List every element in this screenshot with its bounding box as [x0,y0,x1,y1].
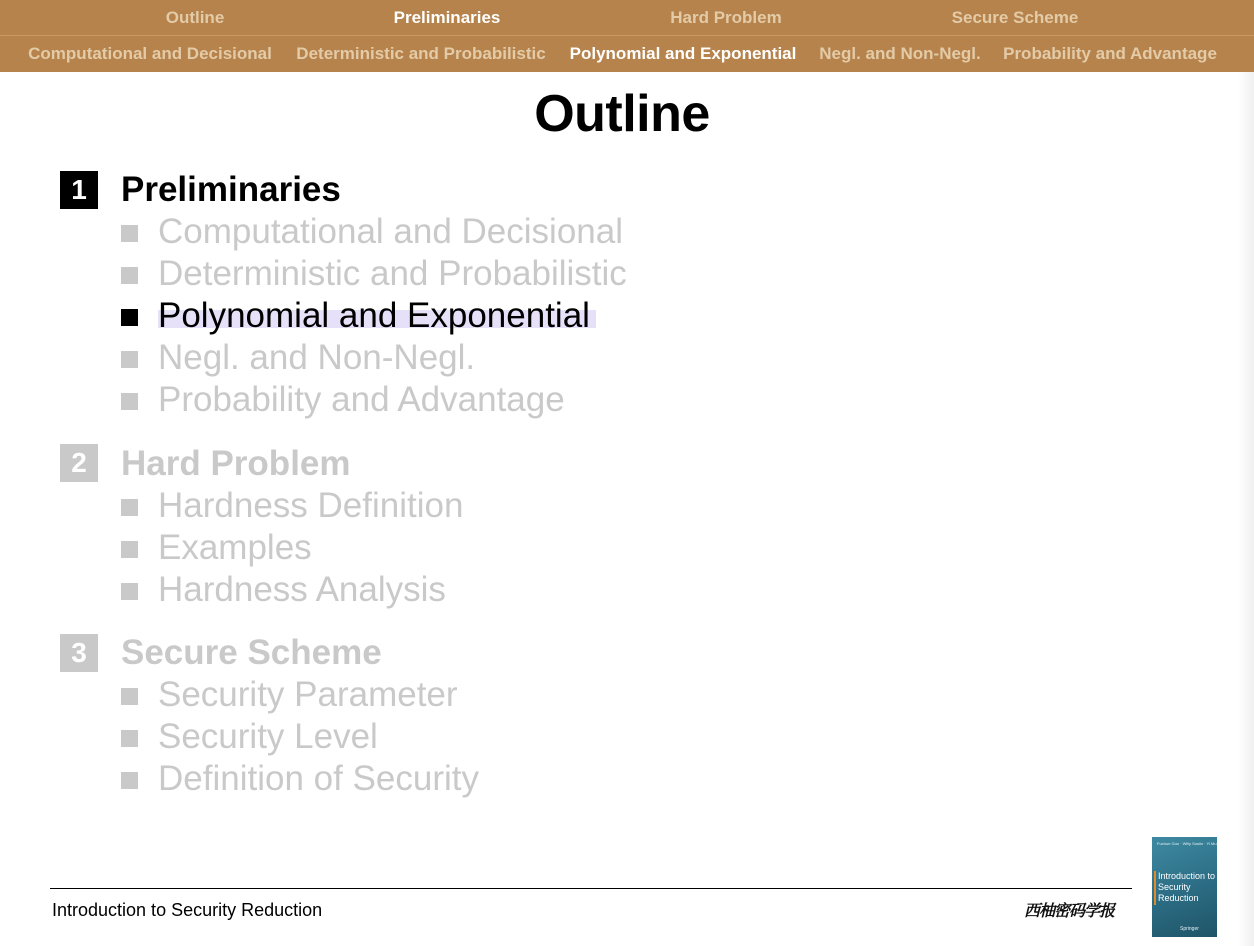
nav-subsection-negligible[interactable]: Negl. and Non-Negl. [819,44,981,63]
outline-item-deterministic[interactable]: Deterministic and Probabilistic [158,254,627,293]
outline-item-polynomial[interactable]: Polynomial and Exponential [158,296,590,335]
nav-subsection-polynomial[interactable]: Polynomial and Exponential [569,44,797,63]
section-title-preliminaries[interactable]: Preliminaries [121,170,341,209]
outline-item-hardness-analysis[interactable]: Hardness Analysis [158,570,446,609]
outline-item-security-level[interactable]: Security Level [158,717,378,756]
book-authors: Fuchun Guo · Willy Susilo · Yi Mu [1157,841,1217,846]
bullet-square [121,688,138,705]
section-number-2: 2 [60,444,98,482]
bullet-square [121,499,138,516]
section-number-3: 3 [60,634,98,672]
slide-title: Outline [534,85,710,143]
footer-logo: 西柚密码学报 [1024,903,1115,920]
book-cover-image [1152,837,1217,937]
navigation-bar [0,0,1254,72]
bullet-square [121,541,138,558]
footer-title: Introduction to Security Reduction [52,900,323,920]
section-title-secure-scheme[interactable]: Secure Scheme [121,633,382,672]
nav-section-hard-problem[interactable]: Hard Problem [670,8,782,27]
outline-item-hardness-definition[interactable]: Hardness Definition [158,486,464,525]
outline-item-examples[interactable]: Examples [158,528,312,567]
bullet-square [121,351,138,368]
outline-item-definition-of-security[interactable]: Definition of Security [158,759,479,798]
section-title-hard-problem[interactable]: Hard Problem [121,444,351,483]
outline-item-negligible[interactable]: Negl. and Non-Negl. [158,338,476,377]
nav-subsection-computational[interactable]: Computational and Decisional [28,44,272,63]
book-cover-stripe [1154,871,1156,905]
nav-section-secure-scheme[interactable]: Secure Scheme [951,8,1079,27]
book-publisher: Springer [1180,926,1199,932]
bullet-square [121,393,138,410]
nav-section-preliminaries[interactable]: Preliminaries [393,8,501,27]
section-number-1: 1 [60,171,98,209]
bullet-square [121,225,138,242]
section-nav [0,0,1254,35]
bullet-square [121,583,138,600]
outline-item-computational[interactable]: Computational and Decisional [158,212,623,251]
bullet-square [121,309,138,326]
bullet-square [121,267,138,284]
outline-item-probability[interactable]: Probability and Advantage [158,380,565,419]
subsection-nav [0,36,1254,71]
bullet-square [121,730,138,747]
outline-item-security-parameter[interactable]: Security Parameter [158,675,458,714]
footer-rule [50,888,1132,889]
nav-section-outline[interactable]: Outline [165,8,225,27]
nav-subsection-probability[interactable]: Probability and Advantage [1003,44,1217,63]
book-title: Introduction to Security Reduction [1158,871,1216,903]
nav-subsection-deterministic[interactable]: Deterministic and Probabilistic [296,44,546,63]
bullet-square [121,772,138,789]
